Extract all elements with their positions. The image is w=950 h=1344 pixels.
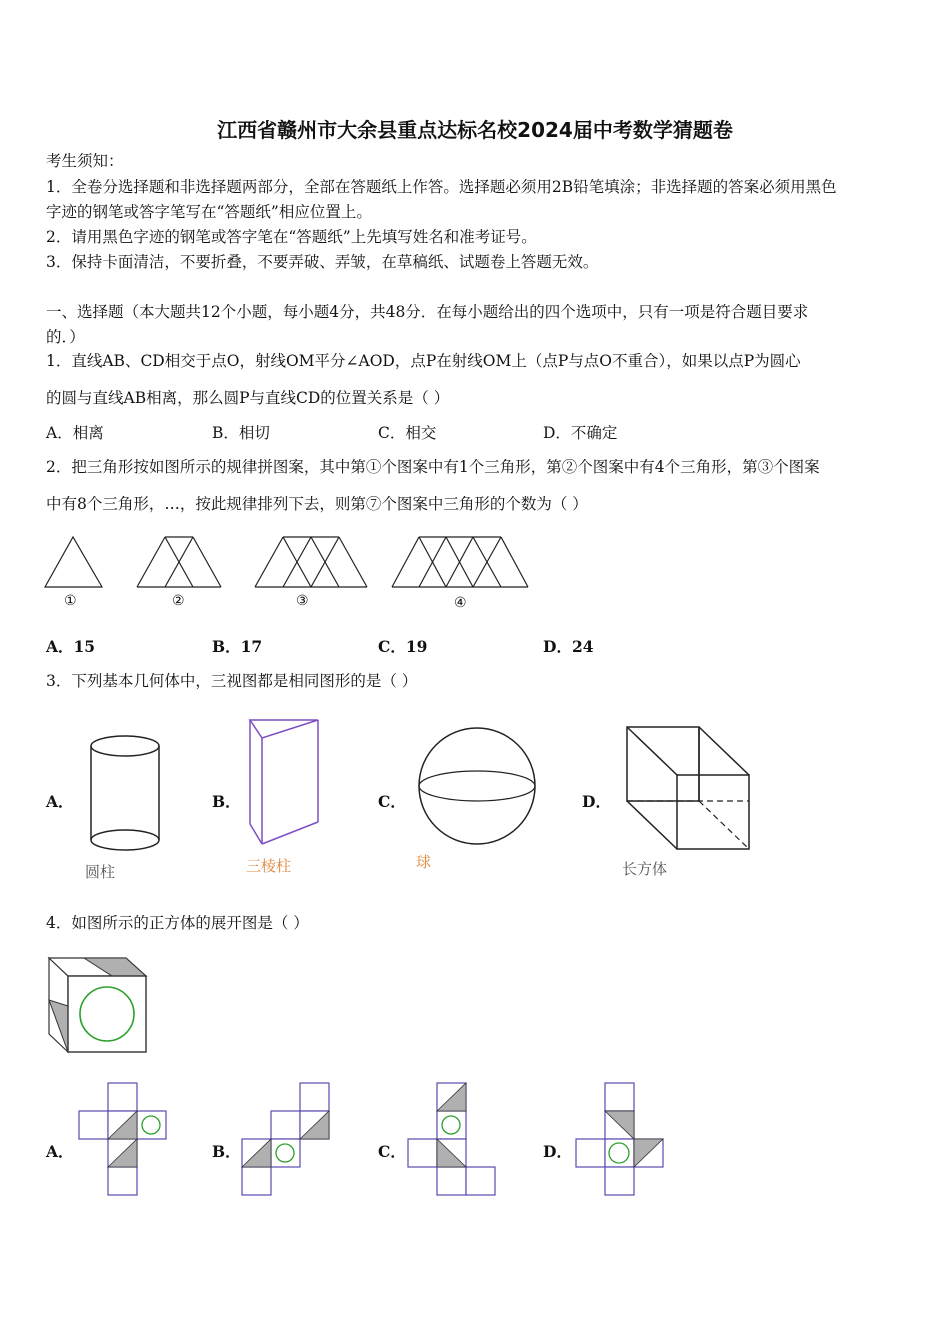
cylinder-figure <box>88 734 164 854</box>
triangular-prism-figure <box>246 718 322 848</box>
net-b-figure <box>240 1082 334 1200</box>
q2-label-4: ④ <box>454 595 467 611</box>
q3-option-d: D． <box>582 792 611 811</box>
q4-option-d: D． <box>543 1142 572 1161</box>
q3-caption-b: 三棱柱 <box>246 857 292 875</box>
net-d-figure <box>574 1082 668 1200</box>
q2-stem-2: 中有8个三角形，…，按此规律排列下去，则第⑦个图案中三角形的个数为（ ） <box>46 495 588 513</box>
q3-caption-d: 长方体 <box>622 860 668 878</box>
q3-option-b: B． <box>212 792 241 811</box>
notice-line-2: 2．请用黑色字迹的钢笔或答字笔在“答题纸”上先填写姓名和准考证号。 <box>46 228 537 246</box>
q3-caption-c: 球 <box>416 853 432 871</box>
q2-option-a: A．15 <box>46 637 96 656</box>
section-heading-2: 的．） <box>46 328 85 346</box>
q2-label-3: ③ <box>296 593 309 609</box>
q3-option-a: A． <box>46 792 74 811</box>
q4-option-a: A． <box>46 1142 74 1161</box>
q2-pattern-4 <box>390 535 532 591</box>
q2-pattern-2 <box>135 535 225 591</box>
cube-figure <box>46 952 152 1058</box>
q2-option-c: C．19 <box>378 637 428 656</box>
q2-pattern-3 <box>253 535 371 591</box>
q4-option-c: C． <box>378 1142 406 1161</box>
q2-label-1: ① <box>64 593 77 609</box>
q3-stem: 3．下列基本几何体中，三视图都是相同图形的是（ ） <box>46 672 418 690</box>
page-title: 江西省赣州市大余县重点达标名校2024届中考数学猜题卷 <box>217 118 733 142</box>
cuboid-figure <box>624 724 752 852</box>
q1-stem-2: 的圆与直线AB相离，那么圆P与直线CD的位置关系是（ ） <box>46 389 450 407</box>
q4-option-b: B． <box>212 1142 241 1161</box>
notice-line-1b: 字迹的钢笔或答字笔写在“答题纸”相应位置上。 <box>46 203 372 221</box>
section-heading-1: 一、选择题（本大题共12个小题，每小题4分，共48分．在每小题给出的四个选项中，只有一项是符合题目要求 <box>46 303 809 321</box>
q2-label-2: ② <box>172 593 185 609</box>
q1-option-a: A．相离 <box>46 424 104 442</box>
q3-option-c: C． <box>378 792 406 811</box>
net-a-figure <box>78 1082 170 1200</box>
q1-option-b: B．相切 <box>212 424 270 442</box>
q1-option-c: C．相交 <box>378 424 437 442</box>
notice-heading: 考生须知： <box>46 152 124 170</box>
notice-line-3: 3．保持卡面清洁，不要折叠，不要弄破、弄皱，在草稿纸、试题卷上答题无效。 <box>46 253 599 271</box>
q2-option-b: B．17 <box>212 637 263 656</box>
q2-option-d: D．24 <box>543 637 594 656</box>
q3-caption-a: 圆柱 <box>85 863 116 881</box>
q4-stem: 4．如图所示的正方体的展开图是（ ） <box>46 914 309 932</box>
q2-stem-1: 2．把三角形按如图所示的规律拼图案，其中第①个图案中有1个三角形，第②个图案中有4个三角形，第③个图案 <box>46 458 820 476</box>
q1-option-d: D．不确定 <box>543 424 618 442</box>
net-c-figure <box>406 1082 500 1200</box>
notice-line-1a: 1．全卷分选择题和非选择题两部分，全部在答题纸上作答。选择题必须用2B铅笔填涂；非选择题的答案必须用黑色 <box>46 178 837 196</box>
q2-pattern-1 <box>44 535 106 591</box>
q1-stem-1: 1．直线AB、CD相交于点O，射线OM平分∠AOD，点P在射线OM上（点P与点O不重合），如果以点P为圆心 <box>46 352 801 370</box>
sphere-figure <box>416 726 540 848</box>
